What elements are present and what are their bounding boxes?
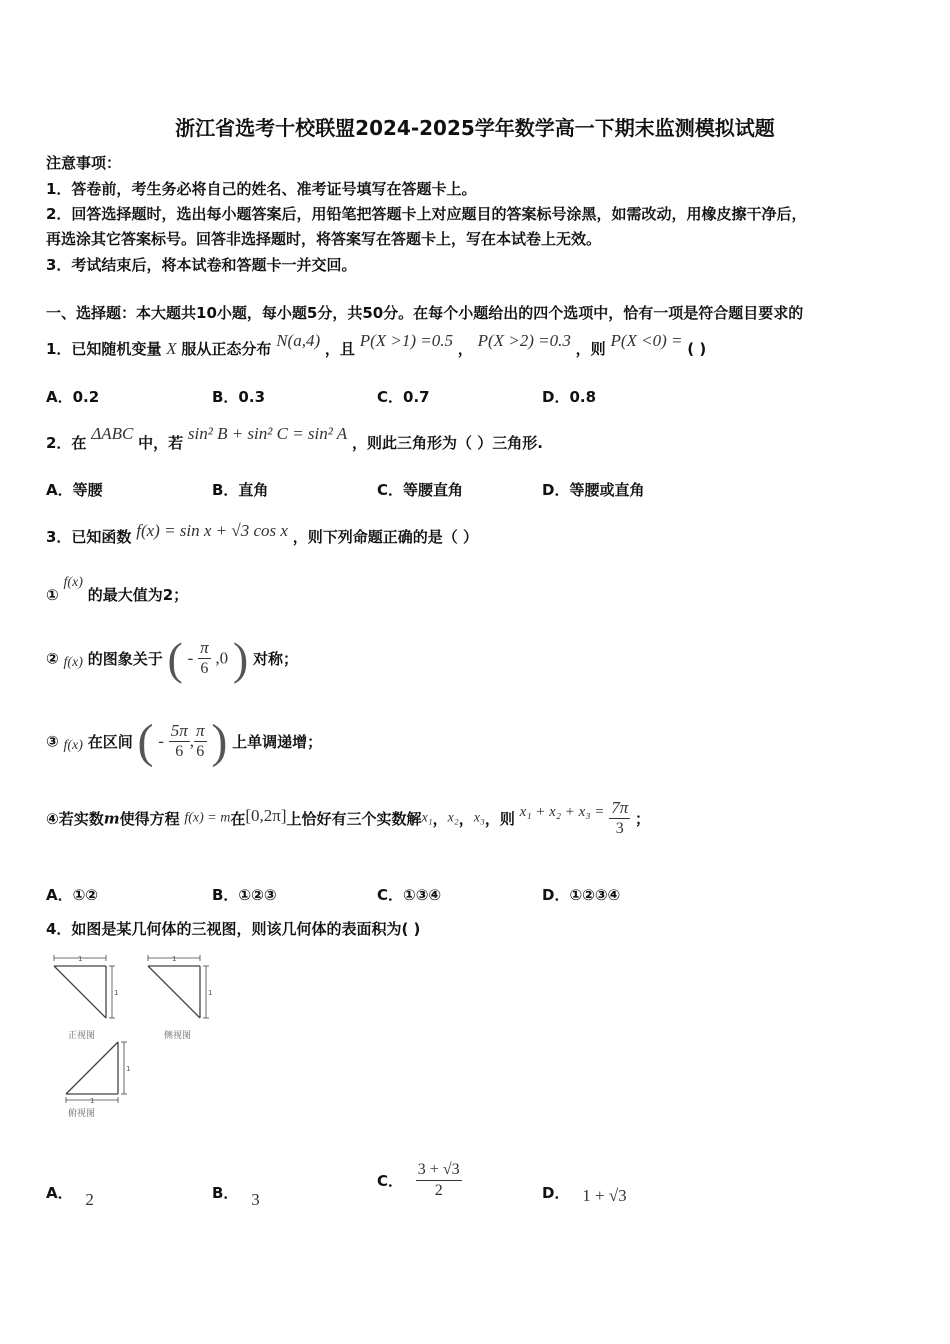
notice-item: 1．答卷前，考生务必将自己的姓名、准考证号填写在答题卡上。 [46, 180, 477, 198]
option-a: A．①② [46, 886, 99, 904]
q1-paren: ( ) [687, 340, 707, 358]
q2-text: ，则此三角形为（ ）三角形. [351, 434, 543, 452]
sum-expression: x₁ + x₂ + x₃ = [519, 804, 605, 820]
option-c: C．①③④ [377, 886, 442, 904]
question-1 [46, 331, 707, 359]
statement-mark: ② [46, 649, 59, 668]
option-b [212, 1182, 260, 1209]
statement-text: 上恰好有三个实数解 [286, 810, 422, 828]
q2-triangle: ΔABC [91, 424, 134, 443]
question-2 [46, 424, 543, 453]
statement-1 [46, 575, 189, 605]
dim-label: 1 [208, 989, 213, 997]
option-value: 1 + √3 [582, 1186, 627, 1205]
statement-mark: ③ [46, 732, 59, 751]
root-x1: x₁ [421, 810, 433, 826]
equation: f(x) = m [184, 810, 231, 826]
paren-right: ) [232, 633, 249, 684]
frac-num: π [196, 721, 205, 740]
root-x3: x₃ [473, 810, 485, 826]
coord: ,0 [215, 648, 229, 668]
statement-f: f(x) [63, 654, 83, 670]
option-b: B．直角 [212, 481, 269, 499]
q1-text: ，则 [575, 340, 606, 358]
frac-den: 6 [200, 660, 209, 677]
question-4: 4．如图是某几何体的三视图，则该几何体的表面积为( ) [46, 920, 421, 938]
option-label: D． [542, 1184, 570, 1202]
side-view [148, 955, 209, 1018]
frac-den: 3 [615, 820, 624, 837]
q1-text: 1．已知随机变量 [46, 340, 162, 358]
section-heading: 一、选择题：本大题共10小题，每小题5分，共50分。在每个小题给出的四个选项中，恰有一项是符合题目要求的 [46, 304, 804, 322]
dim-label: 1 [90, 1097, 95, 1105]
statement-2 [46, 632, 298, 682]
minus-sign: - [158, 731, 164, 751]
q3-text: 3．已知函数 [46, 528, 132, 546]
frac-num: 5π [170, 721, 188, 740]
q1-dist: N(a,4) [276, 331, 321, 350]
frac-num: π [200, 638, 209, 657]
minus-sign: - [187, 648, 194, 668]
page-title: 浙江省选考十校联盟2024-2025学年数学高一下期末监测模拟试题 [175, 116, 775, 140]
notice-heading: 注意事项： [46, 154, 122, 172]
statement-text: 上单调递增； [232, 733, 323, 751]
statement-3: ③ f(x) 在区间 ( - $\frac{5\pi}{6}$ , $\frac{\pi}{6}$ ) 上单调递增； [46, 715, 323, 768]
option-d [542, 1182, 627, 1203]
front-view [54, 955, 115, 1018]
q1-prob: P(X >1) =0.5 [359, 331, 453, 350]
statement-text: 的图象关于 [87, 650, 163, 668]
three-view-figure [40, 950, 220, 1130]
option-c: C．0.7 [377, 388, 430, 406]
fraction [198, 638, 211, 679]
option-label: C． [377, 1172, 404, 1190]
option-d: D．等腰或直角 [542, 481, 645, 499]
notice-item: 2．回答选择题时，选出每小题答案后，用铅笔把答题卡上对应题目的答案标号涂黑，如需改动，用橡皮擦干净后， [46, 205, 807, 223]
statement-mark: ① [46, 586, 59, 604]
statement-4: ④若实数m使得方程 f(x) = m在[0,2π]上恰好有三个实数解x₁，x₂，x₃，则 x₁ + x₂ + x₃ = $\frac{7\pi}{3}$ ； [46, 798, 651, 837]
statement-f: f(x) [63, 575, 83, 590]
q1-text: ，且 [324, 340, 355, 358]
option-label: A． [46, 1184, 73, 1202]
dim-label: 1 [114, 989, 119, 997]
question-3 [46, 521, 478, 547]
dim-label: 1 [78, 955, 83, 963]
paren-left: ( [167, 633, 183, 684]
option-value: 3 [251, 1190, 260, 1209]
option-b: B．①②③ [212, 886, 277, 904]
interval: [0,2π] [245, 805, 287, 825]
dim-label: 1 [126, 1065, 131, 1073]
option-a: A．0.2 [46, 388, 100, 406]
q1-prob: P(X >2) =0.3 [477, 331, 571, 350]
q1-text: ， [457, 340, 473, 358]
q2-equation: sin² B + sin² C = sin² A [187, 424, 348, 443]
front-view-label: 正视图 [68, 1031, 96, 1041]
option-d: D．①②③④ [542, 886, 621, 904]
statement-f: f(x) [63, 737, 83, 753]
statement-text: ，则 [484, 810, 515, 828]
statement-text: 在 [230, 810, 246, 828]
frac-den: 6 [196, 743, 205, 760]
notice-item: 再选涂其它答案标号。回答非选择题时，将答案写在答题卡上，写在本试卷上无效。 [46, 230, 602, 248]
top-view [66, 1042, 127, 1103]
option-c [377, 1160, 462, 1210]
frac-num: 3 + √3 [416, 1160, 462, 1181]
option-b: B．0.3 [212, 388, 266, 406]
frac-num: 7π [611, 798, 629, 817]
option-value: 2 [85, 1190, 94, 1209]
statement-text: 在区间 [87, 733, 133, 751]
statement-text: 的最大值为2； [87, 586, 189, 604]
fraction [169, 721, 190, 762]
statement-text: 对称； [253, 650, 299, 668]
frac-den: 2 [434, 1182, 443, 1199]
q1-var: X [166, 339, 177, 358]
paren-left: ( [137, 715, 154, 768]
q1-prob: P(X <0) = [610, 331, 683, 350]
variable-m: m [103, 809, 120, 828]
q2-text: 2．在 [46, 434, 87, 452]
q3-function: f(x) = sin x + √3 cos x [136, 521, 288, 540]
side-view-label: 侧视图 [164, 1031, 192, 1041]
q1-text: 服从正态分布 [181, 340, 272, 358]
top-view-label: 俯视图 [68, 1109, 96, 1119]
frac-den: 6 [175, 743, 184, 760]
statement-text: ； [635, 810, 651, 828]
q2-text: 中，若 [138, 434, 184, 452]
option-c: C．等腰直角 [377, 481, 464, 499]
root-x2: x₂ [447, 810, 459, 826]
fraction [194, 721, 207, 762]
dim-label: 1 [172, 955, 177, 963]
statement-text: 使得方程 [119, 810, 180, 828]
option-a: A．等腰 [46, 481, 103, 499]
q3-text: ，则下列命题正确的是（ ） [292, 528, 478, 546]
fraction [609, 798, 630, 839]
fraction [416, 1160, 462, 1201]
notice-item: 3．考试结束后，将本试卷和答题卡一并交回。 [46, 256, 357, 274]
option-label: B． [212, 1184, 239, 1202]
option-a [46, 1182, 94, 1209]
paren-right: ) [211, 715, 228, 768]
statement-text: ④若实数 [46, 810, 104, 828]
option-d: D．0.8 [542, 388, 597, 406]
